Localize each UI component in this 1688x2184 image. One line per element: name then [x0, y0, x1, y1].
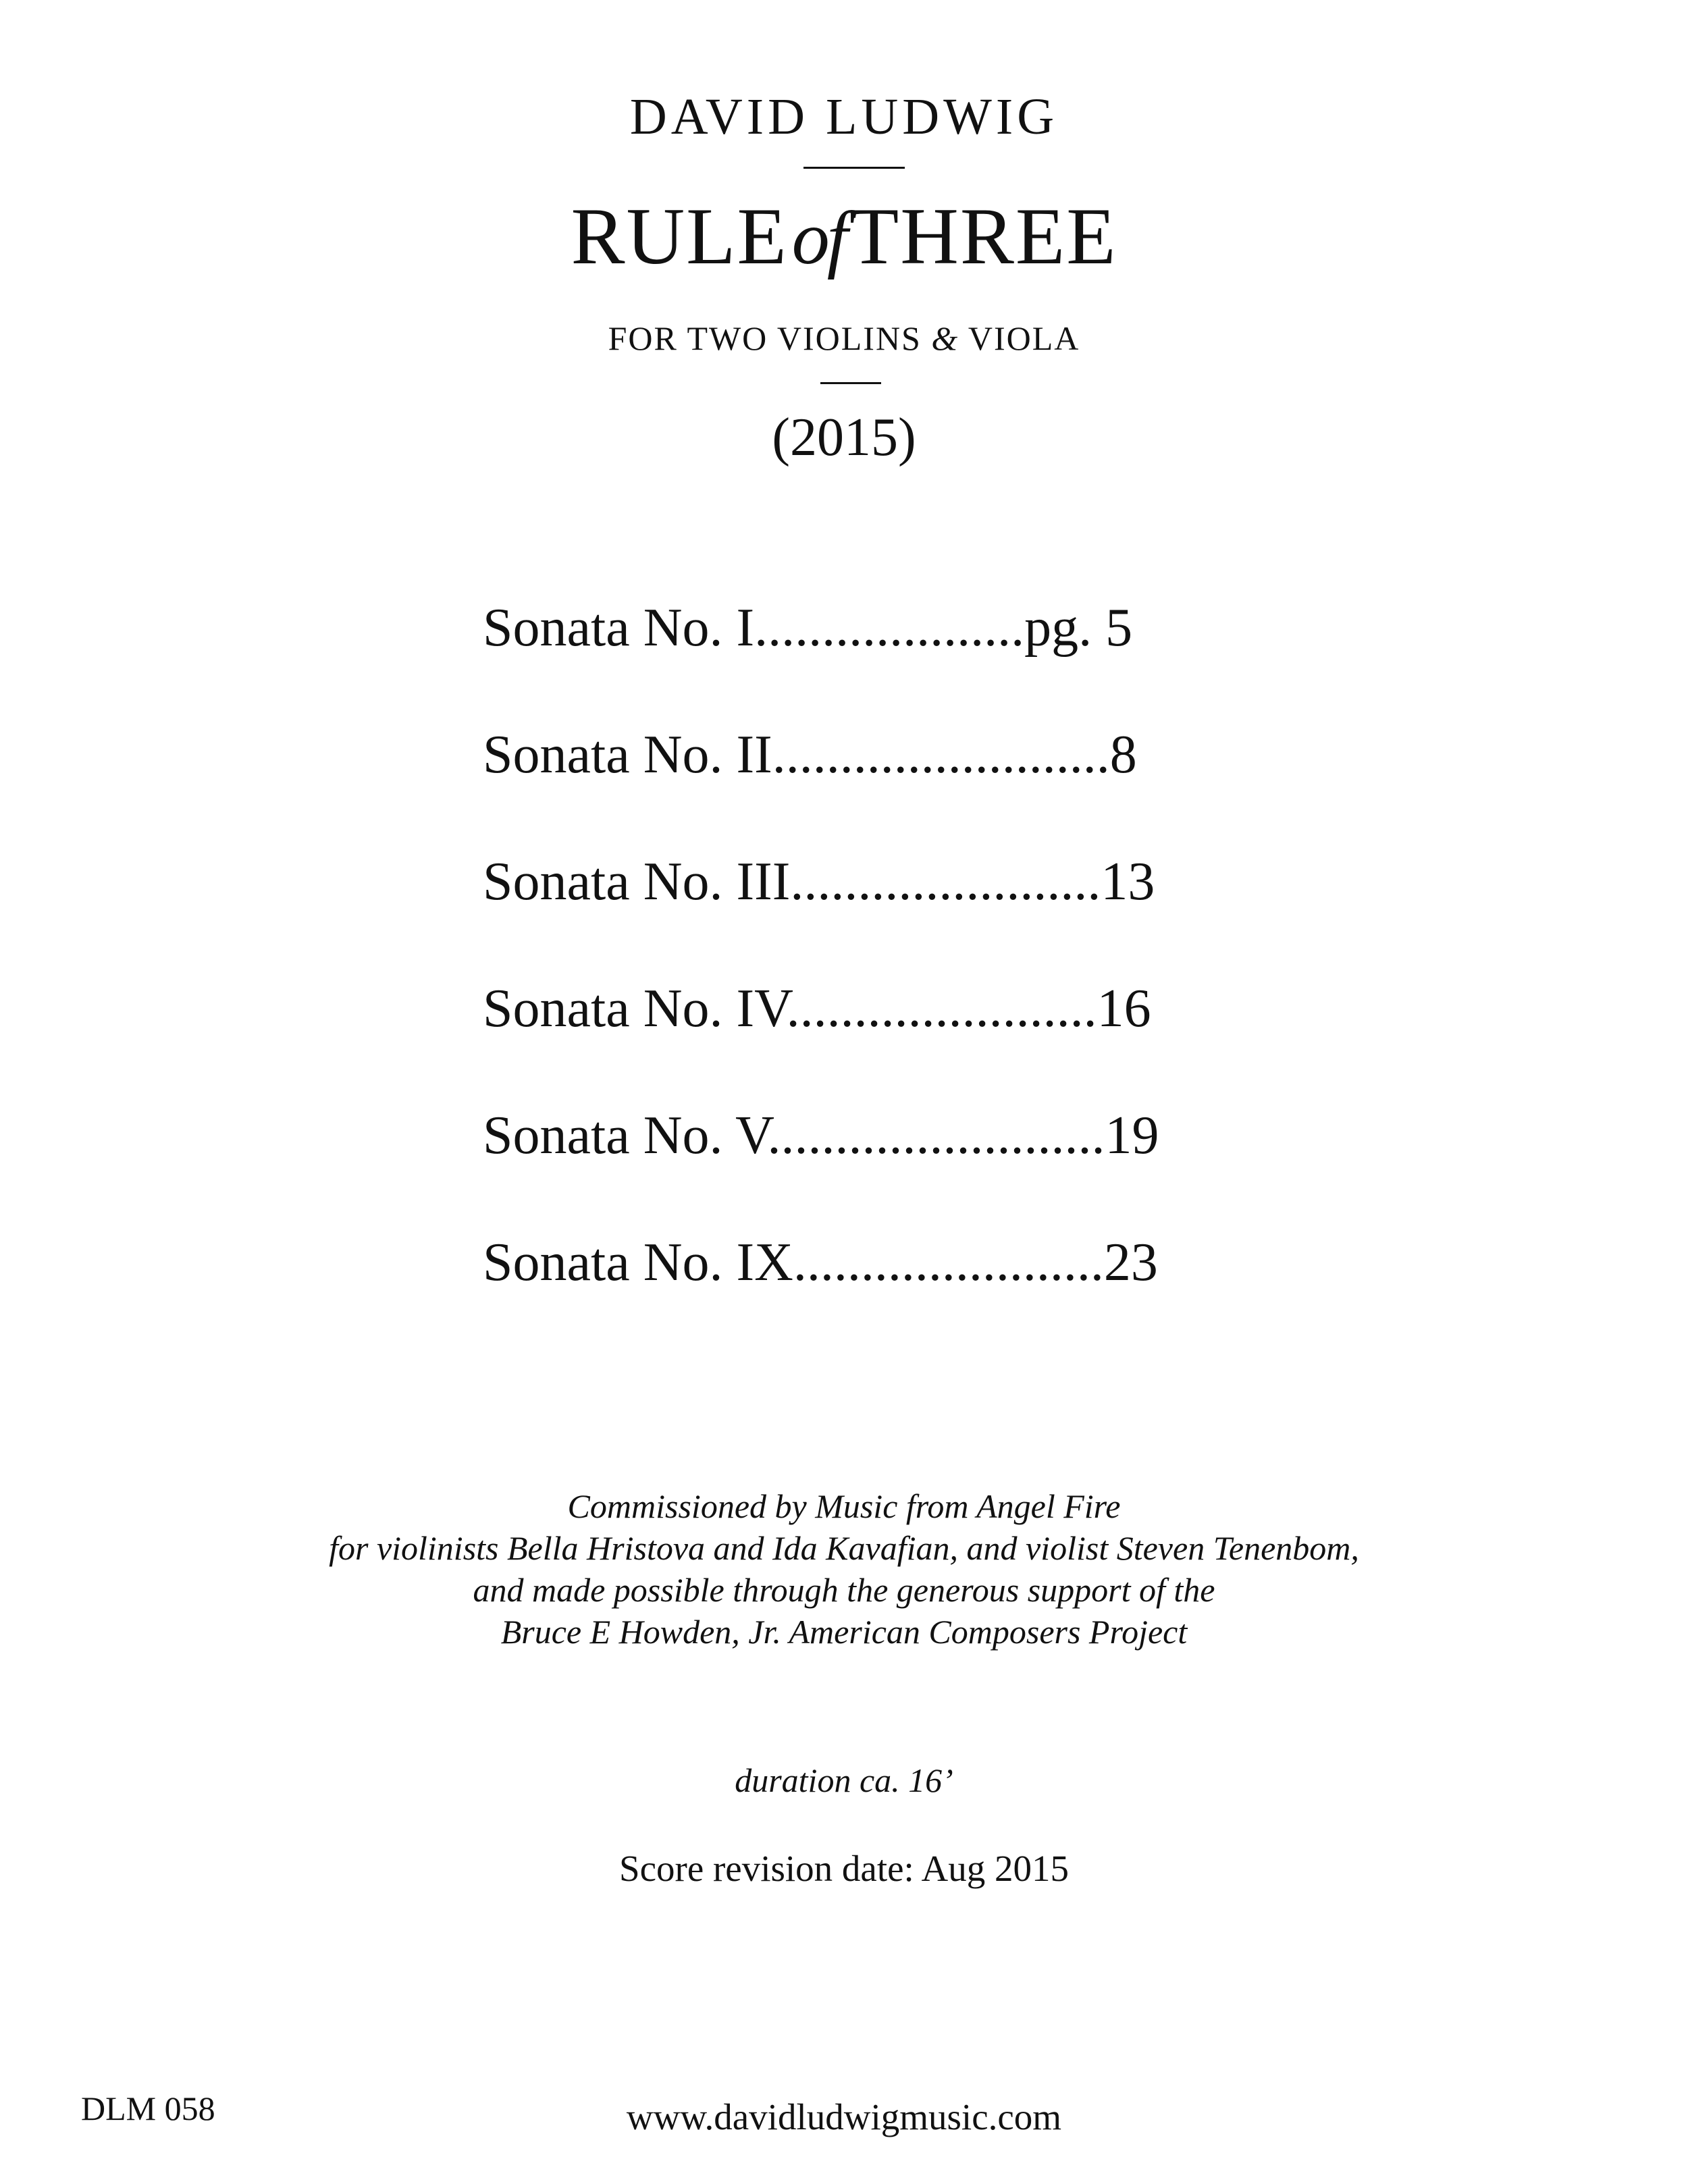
title-part-of: of	[791, 196, 845, 280]
toc-entry-sonata-2: Sonata No. II.........................8	[483, 725, 1137, 784]
work-title	[0, 191, 1688, 281]
instrumentation	[0, 321, 1688, 355]
composer-name: DAVID LUDWIG	[629, 88, 1059, 145]
commission-line: Commissioned by Music from Angel Fire	[567, 1487, 1121, 1525]
toc-entry-sonata-3: Sonata No. III.......................13	[483, 852, 1155, 911]
instrumentation-violins: FOR TWO VIOLINS	[608, 319, 922, 357]
instrumentation-viola: VIOLA	[968, 319, 1080, 357]
composition-year: (2015)	[772, 408, 916, 467]
duration-note: duration ca. 16’	[735, 1761, 953, 1799]
instrumentation-ampersand: &	[931, 319, 959, 357]
toc-entry-sonata-5: Sonata No. V.........................19	[483, 1106, 1159, 1165]
commission-line: and made possible through the generous support of the	[473, 1571, 1215, 1609]
commission-note	[0, 1485, 1688, 1653]
commission-line: Bruce E Howden, Jr. American Composers Project	[500, 1613, 1188, 1651]
table-of-contents	[483, 594, 1293, 1356]
revision-date: Score revision date: Aug 2015	[619, 1848, 1069, 1889]
toc-entry-sonata-9: Sonata No. IX.......................23	[483, 1233, 1158, 1292]
toc-entry-sonata-4: Sonata No. IV.......................16	[483, 979, 1151, 1038]
title-divider	[803, 167, 905, 169]
year-divider	[820, 382, 881, 384]
commission-line: for violinists Bella Hristova and Ida Kavafian, and violist Steven Tenenbom,	[329, 1529, 1359, 1567]
title-part-rule: RULE	[571, 191, 788, 281]
catalog-number: DLM 058	[81, 2089, 215, 2127]
toc-entry-sonata-1: Sonata No. I....................pg. 5	[483, 598, 1133, 658]
website-url: www.davidludwigmusic.com	[626, 2096, 1062, 2137]
title-part-three: THREE	[849, 191, 1117, 281]
